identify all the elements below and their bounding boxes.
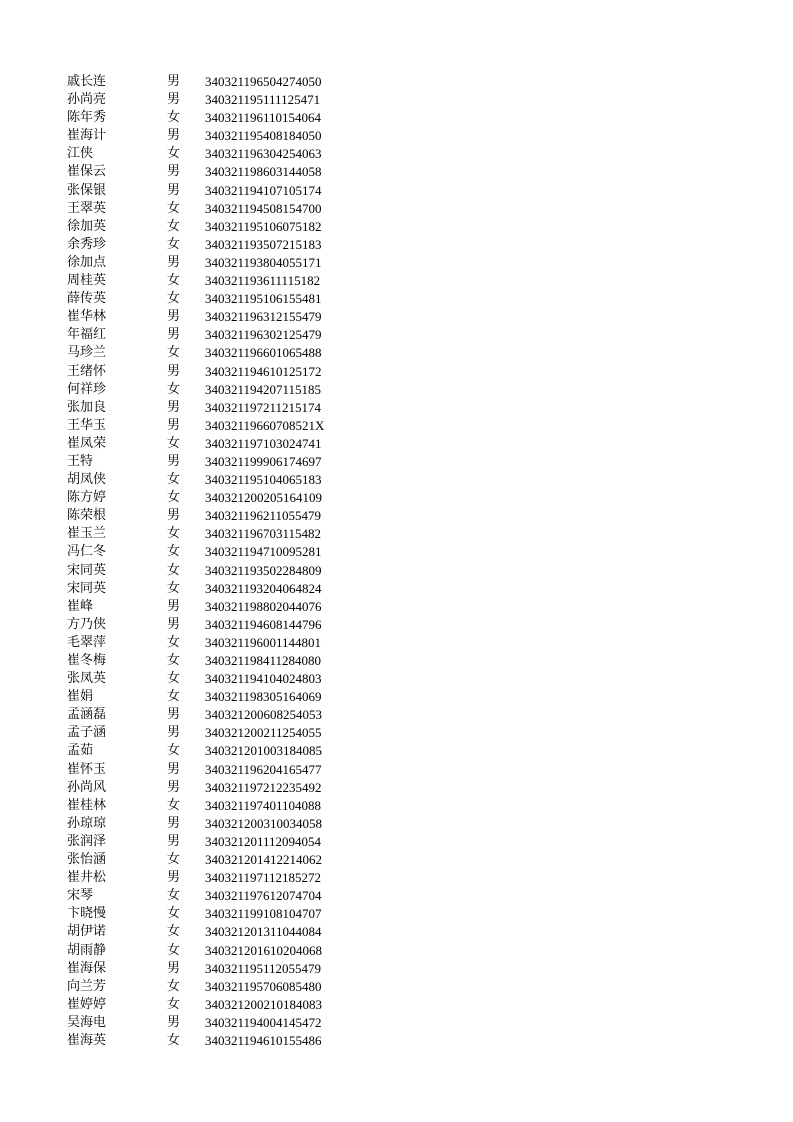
table-row bbox=[0, 706, 793, 724]
gender-cell: 女 bbox=[167, 110, 181, 126]
table-row bbox=[0, 616, 793, 634]
gender-cell: 女 bbox=[167, 743, 181, 759]
id-number-cell: 340321196304254063 bbox=[205, 146, 322, 162]
name-cell: 崔保云 bbox=[67, 164, 107, 180]
table-row bbox=[0, 290, 793, 308]
gender-cell: 男 bbox=[167, 779, 181, 795]
name-cell: 陈年秀 bbox=[67, 110, 107, 126]
table-row bbox=[0, 471, 793, 489]
name-cell: 崔峰 bbox=[67, 598, 94, 614]
id-number-cell: 340321201112094054 bbox=[205, 833, 322, 849]
table-row bbox=[0, 182, 793, 200]
table-row bbox=[0, 399, 793, 417]
name-cell: 冯仁冬 bbox=[67, 544, 107, 560]
table-row bbox=[0, 435, 793, 453]
name-cell: 马珍兰 bbox=[67, 345, 107, 361]
id-number-cell: 340321193507215183 bbox=[205, 236, 322, 252]
id-number-cell: 340321200205164109 bbox=[205, 490, 322, 506]
id-number-cell: 340321193611115182 bbox=[205, 273, 321, 289]
table-row bbox=[0, 580, 793, 598]
gender-cell: 女 bbox=[167, 218, 181, 234]
name-cell: 何祥珍 bbox=[67, 381, 107, 397]
id-number-cell: 340321195106075182 bbox=[205, 218, 322, 234]
gender-cell: 男 bbox=[167, 453, 181, 469]
id-number-cell: 340321197401104088 bbox=[205, 797, 322, 813]
name-cell: 崔娟 bbox=[67, 689, 94, 705]
table-row bbox=[0, 525, 793, 543]
id-number-cell: 340321193204064824 bbox=[205, 580, 322, 596]
gender-cell: 女 bbox=[167, 689, 181, 705]
gender-cell: 女 bbox=[167, 236, 181, 252]
name-cell: 崔海英 bbox=[67, 1032, 107, 1048]
gender-cell: 男 bbox=[167, 960, 181, 976]
table-row bbox=[0, 453, 793, 471]
id-number-cell: 340321193502284809 bbox=[205, 562, 322, 578]
id-number-cell: 340321200310034058 bbox=[205, 815, 322, 831]
table-row bbox=[0, 923, 793, 941]
table-row bbox=[0, 381, 793, 399]
name-cell: 孟涵磊 bbox=[67, 707, 107, 723]
gender-cell: 女 bbox=[167, 942, 181, 958]
gender-cell: 女 bbox=[167, 580, 181, 596]
gender-cell: 女 bbox=[167, 906, 181, 922]
name-cell: 张怡涵 bbox=[67, 852, 107, 868]
table-row bbox=[0, 200, 793, 218]
table-row bbox=[0, 326, 793, 344]
table-row bbox=[0, 308, 793, 326]
id-number-cell: 340321196110154064 bbox=[205, 110, 322, 126]
name-cell: 崔桂林 bbox=[67, 797, 107, 813]
id-number-cell: 340321194610125172 bbox=[205, 363, 322, 379]
gender-cell: 男 bbox=[167, 254, 181, 270]
table-row bbox=[0, 218, 793, 236]
name-cell: 徐加英 bbox=[67, 218, 107, 234]
id-number-cell: 340321198411284080 bbox=[205, 653, 322, 668]
id-number-cell: 340321195111125471 bbox=[205, 92, 321, 108]
gender-cell: 女 bbox=[167, 562, 181, 578]
gender-cell: 女 bbox=[167, 200, 181, 216]
name-cell: 江侠 bbox=[67, 146, 94, 162]
gender-cell: 女 bbox=[167, 291, 181, 307]
gender-cell: 男 bbox=[167, 417, 181, 433]
name-cell: 张凤英 bbox=[67, 671, 107, 687]
gender-cell: 女 bbox=[167, 435, 181, 451]
table-row bbox=[0, 598, 793, 616]
id-number-cell: 340321194107105174 bbox=[205, 182, 322, 198]
name-cell: 崔海计 bbox=[67, 128, 107, 144]
table-row bbox=[0, 543, 793, 561]
id-number-cell: 340321195104065183 bbox=[205, 472, 322, 488]
id-number-cell: 340321197211215174 bbox=[205, 399, 322, 415]
id-number-cell: 340321200210184083 bbox=[205, 996, 322, 1012]
table-row bbox=[0, 145, 793, 163]
gender-cell: 男 bbox=[167, 92, 181, 108]
name-cell: 崔怀玉 bbox=[67, 761, 107, 777]
name-cell: 王特 bbox=[67, 453, 94, 469]
id-number-cell: 340321197103024741 bbox=[205, 435, 322, 451]
name-cell: 崔华林 bbox=[67, 309, 107, 325]
table-row bbox=[0, 761, 793, 779]
table-row bbox=[0, 978, 793, 996]
name-cell: 宋琴 bbox=[67, 888, 94, 904]
gender-cell: 男 bbox=[167, 870, 181, 886]
table-row bbox=[0, 1032, 793, 1050]
gender-cell: 男 bbox=[167, 182, 181, 198]
gender-cell: 女 bbox=[167, 996, 181, 1012]
name-cell: 孟子涵 bbox=[67, 725, 107, 741]
table-row bbox=[0, 905, 793, 923]
id-number-cell: 340321198802044076 bbox=[205, 598, 322, 614]
name-cell: 崔冬梅 bbox=[67, 653, 107, 668]
table-row bbox=[0, 634, 793, 652]
id-number-cell: 340321196204165477 bbox=[205, 761, 322, 777]
name-cell: 张加良 bbox=[67, 399, 107, 415]
gender-cell: 男 bbox=[167, 707, 181, 723]
id-number-cell: 340321194104024803 bbox=[205, 671, 322, 687]
gender-cell: 女 bbox=[167, 634, 181, 650]
gender-cell: 女 bbox=[167, 1032, 181, 1048]
gender-cell: 男 bbox=[167, 164, 181, 180]
gender-cell: 男 bbox=[167, 616, 181, 632]
name-cell: 孙尚亮 bbox=[67, 92, 107, 108]
name-cell: 孙琼琼 bbox=[67, 815, 107, 831]
name-cell: 卞晓慢 bbox=[67, 906, 107, 922]
table-row bbox=[0, 562, 793, 580]
id-number-cell: 340321195408184050 bbox=[205, 128, 322, 144]
name-cell: 年福红 bbox=[67, 327, 107, 343]
id-number-cell: 340321197612074704 bbox=[205, 888, 322, 904]
gender-cell: 男 bbox=[167, 508, 181, 524]
name-cell: 吴海电 bbox=[67, 1014, 107, 1030]
id-number-cell: 340321199906174697 bbox=[205, 453, 322, 469]
name-cell: 崔凤荣 bbox=[67, 435, 107, 451]
id-number-cell: 340321193804055171 bbox=[205, 254, 322, 270]
id-number-cell: 34032119660708521X bbox=[205, 417, 325, 433]
gender-cell: 男 bbox=[167, 725, 181, 741]
id-number-cell: 340321201003184085 bbox=[205, 743, 322, 759]
name-cell: 王翠英 bbox=[67, 200, 107, 216]
name-cell: 张保银 bbox=[67, 182, 107, 198]
name-cell: 崔井松 bbox=[67, 870, 107, 886]
name-cell: 陈荣根 bbox=[67, 508, 107, 524]
name-cell: 陈方婷 bbox=[67, 490, 107, 506]
table-row bbox=[0, 996, 793, 1014]
gender-cell: 女 bbox=[167, 381, 181, 397]
table-row bbox=[0, 127, 793, 145]
name-cell: 崔海保 bbox=[67, 960, 107, 976]
gender-cell: 男 bbox=[167, 815, 181, 831]
gender-cell: 男 bbox=[167, 761, 181, 777]
table-row bbox=[0, 254, 793, 272]
id-number-cell: 340321200608254053 bbox=[205, 707, 322, 723]
gender-cell: 男 bbox=[167, 399, 181, 415]
name-cell: 崔婷婷 bbox=[67, 996, 107, 1012]
id-number-cell: 340321196312155479 bbox=[205, 309, 322, 325]
name-cell: 胡伊诺 bbox=[67, 924, 107, 940]
table-row bbox=[0, 724, 793, 742]
table-row bbox=[0, 869, 793, 887]
table-row bbox=[0, 109, 793, 127]
table-row bbox=[0, 688, 793, 706]
name-cell: 戚长连 bbox=[67, 74, 107, 89]
gender-cell: 男 bbox=[167, 363, 181, 379]
name-cell: 孟茹 bbox=[67, 743, 94, 759]
table-row bbox=[0, 91, 793, 109]
id-number-cell: 340321200211254055 bbox=[205, 725, 322, 741]
gender-cell: 女 bbox=[167, 345, 181, 361]
id-number-cell: 340321194207115185 bbox=[205, 381, 322, 397]
name-cell: 徐加点 bbox=[67, 254, 107, 270]
id-number-cell: 340321201610204068 bbox=[205, 942, 322, 958]
name-cell: 方乃侠 bbox=[67, 616, 107, 632]
id-number-cell: 340321194508154700 bbox=[205, 200, 322, 216]
id-number-cell: 340321196302125479 bbox=[205, 327, 322, 343]
id-number-cell: 340321194610155486 bbox=[205, 1032, 322, 1048]
table-row bbox=[0, 942, 793, 960]
table-row bbox=[0, 272, 793, 290]
table-row bbox=[0, 73, 793, 91]
id-number-cell: 340321194608144796 bbox=[205, 616, 322, 632]
name-cell: 王华玉 bbox=[67, 417, 107, 433]
name-cell: 余秀珍 bbox=[67, 236, 107, 252]
id-number-cell: 340321196601065488 bbox=[205, 345, 322, 361]
roster-table bbox=[0, 73, 793, 1050]
gender-cell: 男 bbox=[167, 309, 181, 325]
table-row bbox=[0, 489, 793, 507]
gender-cell: 男 bbox=[167, 128, 181, 144]
name-cell: 崔玉兰 bbox=[67, 526, 107, 542]
table-row bbox=[0, 363, 793, 381]
id-number-cell: 340321195112055479 bbox=[205, 960, 322, 976]
name-cell: 王绪怀 bbox=[67, 363, 107, 379]
table-row bbox=[0, 652, 793, 670]
id-number-cell: 340321201311044084 bbox=[205, 924, 322, 940]
id-number-cell: 340321197212235492 bbox=[205, 779, 322, 795]
name-cell: 向兰芳 bbox=[67, 978, 107, 994]
id-number-cell: 340321196703115482 bbox=[205, 526, 322, 542]
gender-cell: 女 bbox=[167, 797, 181, 813]
id-number-cell: 340321198305164069 bbox=[205, 689, 322, 705]
id-number-cell: 340321201412214062 bbox=[205, 852, 322, 868]
name-cell: 孙尚风 bbox=[67, 779, 107, 795]
gender-cell: 女 bbox=[167, 888, 181, 904]
name-cell: 胡凤侠 bbox=[67, 472, 107, 488]
name-cell: 毛翠萍 bbox=[67, 634, 107, 650]
gender-cell: 女 bbox=[167, 924, 181, 940]
table-row bbox=[0, 344, 793, 362]
table-row bbox=[0, 1014, 793, 1032]
table-row bbox=[0, 742, 793, 760]
gender-cell: 女 bbox=[167, 653, 181, 668]
name-cell: 周桂英 bbox=[67, 273, 107, 289]
table-row bbox=[0, 833, 793, 851]
gender-cell: 女 bbox=[167, 544, 181, 560]
gender-cell: 男 bbox=[167, 833, 181, 849]
table-row bbox=[0, 797, 793, 815]
table-row bbox=[0, 960, 793, 978]
table-row bbox=[0, 851, 793, 869]
gender-cell: 女 bbox=[167, 146, 181, 162]
table-row bbox=[0, 779, 793, 797]
name-cell: 薛传英 bbox=[67, 291, 107, 307]
id-number-cell: 340321195106155481 bbox=[205, 291, 322, 307]
name-cell: 胡雨静 bbox=[67, 942, 107, 958]
gender-cell: 男 bbox=[167, 1014, 181, 1030]
table-row bbox=[0, 417, 793, 435]
id-number-cell: 340321198603144058 bbox=[205, 164, 322, 180]
gender-cell: 女 bbox=[167, 671, 181, 687]
id-number-cell: 340321196504274050 bbox=[205, 74, 322, 89]
table-row bbox=[0, 507, 793, 525]
id-number-cell: 340321196001144801 bbox=[205, 634, 322, 650]
table-row bbox=[0, 670, 793, 688]
gender-cell: 男 bbox=[167, 598, 181, 614]
id-number-cell: 340321199108104707 bbox=[205, 906, 322, 922]
id-number-cell: 340321196211055479 bbox=[205, 508, 322, 524]
table-row bbox=[0, 163, 793, 181]
gender-cell: 女 bbox=[167, 273, 181, 289]
gender-cell: 女 bbox=[167, 472, 181, 488]
name-cell: 宋同英 bbox=[67, 580, 107, 596]
table-row bbox=[0, 236, 793, 254]
name-cell: 宋同英 bbox=[67, 562, 107, 578]
gender-cell: 女 bbox=[167, 852, 181, 868]
gender-cell: 女 bbox=[167, 526, 181, 542]
id-number-cell: 340321194004145472 bbox=[205, 1014, 322, 1030]
table-row bbox=[0, 815, 793, 833]
name-cell: 张润泽 bbox=[67, 833, 107, 849]
gender-cell: 女 bbox=[167, 490, 181, 506]
id-number-cell: 340321195706085480 bbox=[205, 978, 322, 994]
gender-cell: 男 bbox=[167, 327, 181, 343]
id-number-cell: 340321197112185272 bbox=[205, 870, 322, 886]
id-number-cell: 340321194710095281 bbox=[205, 544, 322, 560]
table-row bbox=[0, 887, 793, 905]
gender-cell: 女 bbox=[167, 978, 181, 994]
gender-cell: 男 bbox=[167, 74, 181, 89]
